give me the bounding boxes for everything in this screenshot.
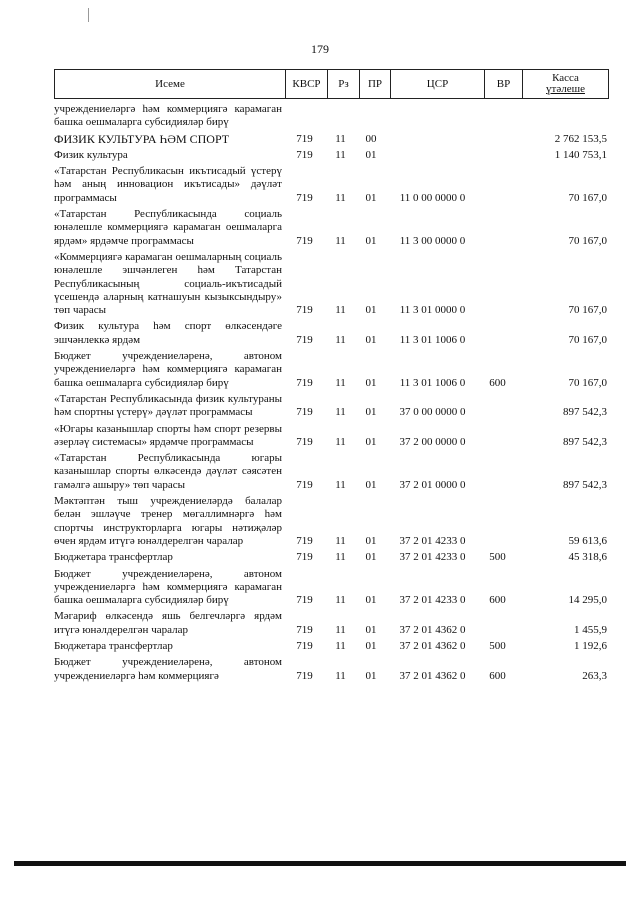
table-row — [54, 103, 609, 130]
cell-rz: 11 — [335, 639, 346, 652]
cell-kvsr: 719 — [296, 406, 313, 419]
table-row — [54, 551, 609, 564]
cell-rz: 11 — [335, 551, 346, 564]
cell-kvsr: 719 — [296, 551, 313, 564]
table-row — [54, 350, 609, 390]
cell-pr: 00 — [365, 132, 377, 145]
cell-kvsr: 719 — [296, 435, 313, 448]
header-csr: ЦСР — [391, 70, 485, 98]
cell-csr: 11 0 00 0000 0 — [399, 191, 466, 204]
cell-kvsr: 719 — [296, 333, 313, 346]
header-name: Исеме — [55, 70, 286, 98]
header-kassa — [523, 70, 608, 98]
cell-sum: 45 318,6 — [568, 551, 607, 564]
cell-kvsr: 719 — [296, 148, 313, 161]
table-body — [54, 103, 609, 686]
cell-sum: 70 167,0 — [568, 333, 607, 346]
table-row — [54, 568, 609, 608]
cell-name: «Татарстан Республикасында югары казанышлар спорты өлкәсендә дәүләт сәясәтен гамәлгә ашыру» төп чарасы — [54, 452, 282, 491]
header-vr: ВР — [485, 70, 523, 98]
cell-pr: 01 — [365, 376, 377, 389]
cell-csr: 37 2 00 0000 0 — [399, 435, 466, 448]
cell-pr: 01 — [365, 304, 377, 317]
cell-pr: 01 — [365, 669, 377, 682]
cell-csr: 11 3 00 0000 0 — [399, 234, 466, 247]
cell-csr: 37 2 01 0000 0 — [399, 478, 466, 491]
cell-name: Физик культура — [54, 148, 128, 161]
cell-sum: 1 192,6 — [574, 639, 607, 652]
cell-pr: 01 — [365, 594, 377, 607]
cell-vr: 600 — [489, 594, 506, 607]
cell-sum: 70 167,0 — [568, 376, 607, 389]
cell-pr: 01 — [365, 478, 377, 491]
cell-csr: 37 0 00 0000 0 — [399, 406, 466, 419]
cell-kvsr: 719 — [296, 191, 313, 204]
cell-pr: 01 — [365, 435, 377, 448]
cell-sum: 2 762 153,5 — [554, 132, 607, 145]
cell-name: Бюджет учреждениеләренә, автоном учреждениеләргә һәм коммерциягә — [54, 656, 282, 682]
cell-name: «Татарстан Республикасын икътисадый үстерү һәм аның инновацион икътисады» дәүләт программасы — [54, 165, 282, 204]
table-row — [54, 133, 609, 146]
table-row — [54, 423, 609, 450]
cell-sum: 59 613,6 — [568, 534, 607, 547]
cell-name: Физик культура һәм спорт өлкәсендәге эшчәнлеккә ярдәм — [54, 320, 282, 346]
cell-csr: 37 2 01 4362 0 — [399, 669, 466, 682]
cell-vr: 500 — [489, 551, 506, 564]
cell-rz: 11 — [335, 669, 346, 682]
cell-rz: 11 — [335, 594, 346, 607]
cell-csr: 11 3 01 1006 0 — [399, 376, 466, 389]
table-row — [54, 393, 609, 420]
cell-sum: 263,3 — [582, 669, 607, 682]
cell-csr: 37 2 01 4233 0 — [399, 534, 466, 547]
cell-rz: 11 — [335, 132, 346, 145]
cell-rz: 11 — [335, 478, 346, 491]
cell-name: Бюджет учреждениеләренә, автоном учреждениеләргә һәм коммерциягә карамаган башка оешмаларга субсидияләр бирү — [54, 350, 282, 389]
cell-rz: 11 — [335, 333, 346, 346]
cell-rz: 11 — [335, 534, 346, 547]
header-rz: Рз — [328, 70, 360, 98]
table-row — [54, 149, 609, 162]
cell-sum: 70 167,0 — [568, 234, 607, 247]
cell-kvsr: 719 — [296, 623, 313, 636]
cell-sum: 14 295,0 — [568, 594, 607, 607]
cell-rz: 11 — [335, 234, 346, 247]
table-row — [54, 165, 609, 205]
cell-kvsr: 719 — [296, 376, 313, 389]
cell-kvsr: 719 — [296, 304, 313, 317]
header-kvsr: КВСР — [286, 70, 328, 98]
cell-name: Мәгариф өлкәсендә яшь белгечләргә ярдәм итүгә юнәлдерелгән чаралар — [54, 610, 282, 636]
cell-pr: 01 — [365, 551, 377, 564]
header-kassa-line2: үтәлеше — [546, 83, 585, 95]
scan-border — [14, 861, 626, 866]
table-row — [54, 640, 609, 653]
table-row — [54, 495, 609, 548]
cell-rz: 11 — [335, 406, 346, 419]
cell-kvsr: 719 — [296, 669, 313, 682]
cell-pr: 01 — [365, 333, 377, 346]
cell-csr: 37 2 01 4233 0 — [399, 551, 466, 564]
cell-name: Мәктәптән тыш учреждениеләрдә балалар белән эшләүче тренер мөгаллимнәргә һәм спортчы инструкторларга югары нәтиҗәләр өчен ярдәм итүгә юнәлдерелгән чаралар — [54, 495, 282, 547]
cell-sum: 897 542,3 — [563, 478, 607, 491]
cell-sum: 70 167,0 — [568, 191, 607, 204]
cell-rz: 11 — [335, 623, 346, 636]
cell-kvsr: 719 — [296, 132, 313, 145]
cell-kvsr: 719 — [296, 594, 313, 607]
cell-csr: 11 3 01 1006 0 — [399, 333, 466, 346]
header-kassa-line1: Касса — [552, 72, 579, 84]
header-pr: ПР — [360, 70, 391, 98]
cell-pr: 01 — [365, 534, 377, 547]
table-row — [54, 656, 609, 683]
cell-name: Бюджетара трансфертлар — [54, 551, 173, 564]
cell-vr: 600 — [489, 669, 506, 682]
table-header — [54, 69, 609, 99]
page-number: 179 — [311, 42, 329, 56]
cell-rz: 11 — [335, 191, 346, 204]
cell-sum: 1 140 753,1 — [554, 148, 607, 161]
cell-kvsr: 719 — [296, 639, 313, 652]
cell-name: «Коммерциягә карамаган оешмаларның социаль юнәлешле эшчәнлеген һәм Татарстан Республикасының социаль-икътисадый үсешендә аларның катнашуын кызыксындыру» төп чарасы — [54, 250, 282, 317]
cell-pr: 01 — [365, 406, 377, 419]
cell-vr: 500 — [489, 639, 506, 652]
cell-kvsr: 719 — [296, 534, 313, 547]
cell-csr: 37 2 01 4362 0 — [399, 639, 466, 652]
cell-name: «Югары казанышлар спорты һәм спорт резервы әзерләү системасы» ярдәмче программасы — [54, 422, 282, 448]
cell-name: ФИЗИК КУЛЬТУРА ҺӘМ СПОРТ — [54, 131, 230, 146]
table-row — [54, 452, 609, 492]
cell-pr: 01 — [365, 148, 377, 161]
cell-name: учреждениеләргә һәм коммерциягә карамаган башка оешмаларга субсидияләр бирү — [54, 103, 282, 129]
cell-sum: 1 455,9 — [574, 623, 607, 636]
cell-sum: 897 542,3 — [563, 435, 607, 448]
cell-name: Бюджетара трансфертлар — [54, 639, 173, 652]
cell-kvsr: 719 — [296, 478, 313, 491]
cell-csr: 11 3 01 0000 0 — [399, 304, 466, 317]
cell-pr: 01 — [365, 191, 377, 204]
cell-name: «Татарстан Республикасында социаль юнәлешле коммерциягә карамаган оешмаларга ярдәм» ярдәмче программасы — [54, 208, 282, 247]
cell-pr: 01 — [365, 234, 377, 247]
cell-rz: 11 — [335, 148, 346, 161]
table-row — [54, 610, 609, 637]
table-row — [54, 251, 609, 317]
table-row — [54, 208, 609, 248]
cell-kvsr: 719 — [296, 234, 313, 247]
cell-sum: 897 542,3 — [563, 406, 607, 419]
cell-name: Бюджет учреждениеләренә, автоном учреждениеләргә һәм коммерциягә карамаган башка оешмаларга субсидияләр бирү — [54, 567, 282, 607]
cell-name: «Татарстан Республикасында физик культураны һәм спортны үстерү» дәүләт программасы — [54, 392, 282, 419]
cell-rz: 11 — [335, 435, 346, 448]
cell-sum: 70 167,0 — [568, 304, 607, 317]
cell-rz: 11 — [335, 304, 346, 317]
cell-csr: 37 2 01 4233 0 — [399, 594, 466, 607]
cell-csr: 37 2 01 4362 0 — [399, 623, 466, 636]
table-row — [54, 320, 609, 347]
scan-mark — [88, 8, 89, 22]
cell-rz: 11 — [335, 376, 346, 389]
cell-pr: 01 — [365, 623, 377, 636]
cell-vr: 600 — [489, 376, 506, 389]
cell-pr: 01 — [365, 639, 377, 652]
